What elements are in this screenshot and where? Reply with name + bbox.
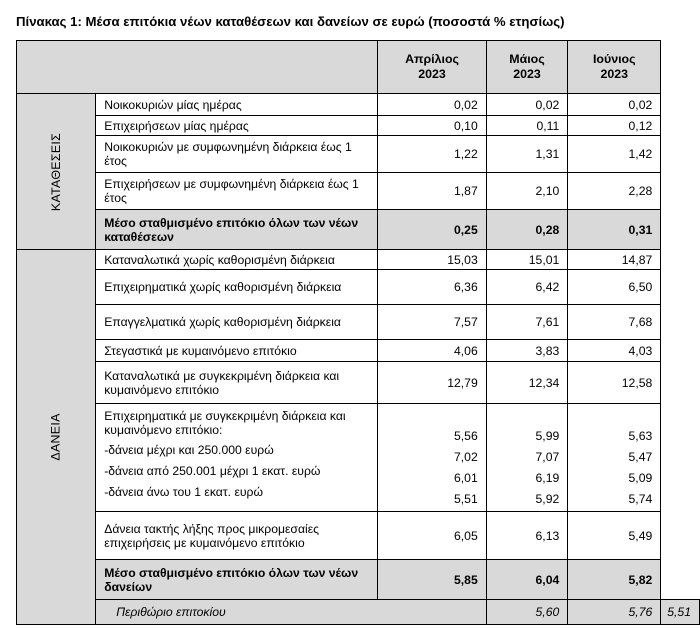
sub-row-label: -δάνεια από 250.001 μέχρι 1 εκατ. ευρώ [104, 464, 321, 478]
value-cell: 1,87 [378, 173, 486, 210]
row-label: Καταναλωτικά χωρίς καθορισμένη διάρκεια [96, 250, 378, 270]
value-cell: 3,83 [486, 340, 568, 362]
value-cell: 2,28 [568, 173, 661, 210]
value-cell: 5,99 7,07 6,19 5,92 [486, 404, 568, 512]
value-cell: 6,04 [486, 560, 568, 600]
row-label: Μέσο σταθμισμένο επιτόκιο όλων των νέων καταθέσεων [96, 210, 378, 250]
row-label: Δάνεια τακτής λήξης προς μικρομεσαίες επιχειρήσεις με κυμαινόμενο επιτόκιο [96, 512, 378, 560]
value-cell: 2,10 [486, 173, 568, 210]
value-cell: 0,02 [486, 94, 568, 116]
value-cell: 0,02 [568, 94, 661, 116]
loans-group-label: ΔΑΝΕΙΑ [17, 250, 96, 625]
value-cell: 5,85 [378, 560, 486, 600]
value-cell: 0,10 [378, 116, 486, 136]
table-row [17, 116, 700, 136]
value-cell: 0,31 [568, 210, 661, 250]
value-cell: 5,76 [568, 600, 661, 625]
table-title: Πίνακας 1: Μέσα επιτόκια νέων καταθέσεων και δανείων σε ευρώ (ποσοστά % ετησίως) [16, 14, 565, 29]
margin-row [17, 600, 700, 625]
table-row [17, 173, 700, 210]
table-row [17, 136, 700, 173]
table-row [17, 305, 700, 340]
row-label: Επιχειρήσεων μίας ημέρας [96, 116, 378, 136]
table-row [17, 250, 700, 270]
table-row [17, 512, 700, 560]
row-label: Νοικοκυριών με συμφωνημένη διάρκεια έως 1 έτος [96, 136, 378, 173]
table-row [17, 362, 700, 404]
row-label: Επιχειρηματικά με συγκεκριμένη διάρκεια και κυμαινόμενο επιτόκιο: [104, 409, 346, 437]
loans-total-row [17, 560, 700, 600]
value-cell: 14,87 [568, 250, 661, 270]
value-cell: 6,42 [486, 270, 568, 305]
row-label: Επιχειρηματικά χωρίς καθορισμένη διάρκεια [96, 270, 378, 305]
value-cell: 0,12 [568, 116, 661, 136]
value-cell: 7,68 [568, 305, 661, 340]
header-june: Ιούνιος 2023 [568, 41, 661, 94]
row-label: Καταναλωτικά με συγκεκριμένη διάρκεια και κυμαινόμενο επιτόκιο [96, 362, 378, 404]
row-label: Στεγαστικά με κυμαινόμενο επιτόκιο [96, 340, 378, 362]
header-may: Μάιος 2023 [486, 41, 568, 94]
row-label: Μέσο σταθμισμένο επιτόκιο όλων των νέων δανείων [96, 560, 378, 600]
value-cell: 7,61 [486, 305, 568, 340]
value-cell: 5,51 [661, 600, 700, 625]
value-cell: 4,06 [378, 340, 486, 362]
value-cell: 1,31 [486, 136, 568, 173]
value-cell: 0,25 [378, 210, 486, 250]
value-cell: 5,60 [486, 600, 568, 625]
business-loans-cell [96, 404, 378, 512]
row-label: Νοικοκυριών μίας ημέρας [96, 94, 378, 116]
value-cell: 0,28 [486, 210, 568, 250]
value-cell: 12,58 [568, 362, 661, 404]
value-cell: 4,03 [568, 340, 661, 362]
header-april: Απρίλιος 2023 [378, 41, 486, 94]
business-loans-row [17, 404, 700, 512]
value-cell: 6,13 [486, 512, 568, 560]
value-cell: 7,57 [378, 305, 486, 340]
sub-row-label: -δάνεια άνω του 1 εκατ. ευρώ [104, 485, 263, 499]
table-row [17, 340, 700, 362]
interest-rates-table [16, 40, 700, 625]
value-cell: 15,03 [378, 250, 486, 270]
row-label: Περιθώριο επιτοκίου [96, 600, 487, 625]
header-blank-cell [17, 41, 378, 94]
value-cell: 6,05 [378, 512, 486, 560]
value-cell: 12,34 [486, 362, 568, 404]
header-row [17, 41, 700, 94]
value-cell: 12,79 [378, 362, 486, 404]
value-cell: 6,36 [378, 270, 486, 305]
deposits-group-label: ΚΑΤΑΘΕΣΕΙΣ [17, 94, 96, 250]
value-cell: 0,11 [486, 116, 568, 136]
value-cell: 1,42 [568, 136, 661, 173]
sub-row-label: -δάνεια μέχρι και 250.000 ευρώ [104, 443, 274, 457]
value-cell: 5,56 7,02 6,01 5,51 [378, 404, 486, 512]
deposits-total-row [17, 210, 700, 250]
value-cell: 5,49 [568, 512, 661, 560]
value-cell: 5,82 [568, 560, 661, 600]
table-row [17, 270, 700, 305]
value-cell: 0,02 [378, 94, 486, 116]
value-cell: 15,01 [486, 250, 568, 270]
row-label: Επαγγελματικά χωρίς καθορισμένη διάρκεια [96, 305, 378, 340]
value-cell: 6,50 [568, 270, 661, 305]
table-row [17, 94, 700, 116]
value-cell: 5,63 5,47 5,09 5,74 [568, 404, 661, 512]
row-label: Επιχειρήσεων με συμφωνημένη διάρκεια έως 1 έτος [96, 173, 378, 210]
value-cell: 1,22 [378, 136, 486, 173]
